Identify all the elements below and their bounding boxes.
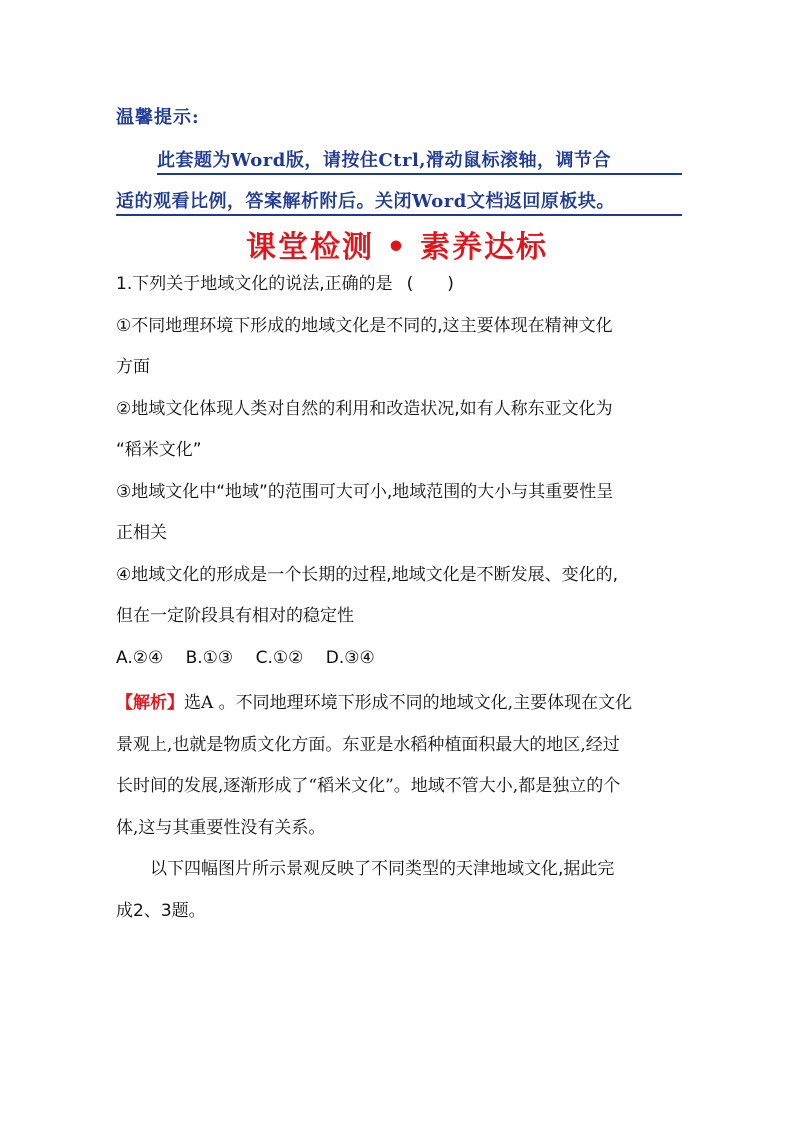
tip-line-2: 适的观看比例，答案解析附后。关闭Word文档返回原板块。 xyxy=(116,187,682,216)
answer-choices: A.②④ B.①③ C.①② D.③④ xyxy=(116,647,375,668)
option-1-line-2: 方面 xyxy=(116,357,150,377)
analysis-line-2: 景观上,也就是物质文化方面。东亚是水稻种植面积最大的地区,经过 xyxy=(116,734,620,755)
option-4-line-1: ④地域文化的形成是一个长期的过程,地域文化是不断发展、变化的, xyxy=(116,564,619,585)
analysis-line-1 xyxy=(116,683,686,725)
tip-heading: 温馨提示: xyxy=(116,107,200,128)
option-3-line-2: 正相关 xyxy=(116,523,167,543)
analysis-line-4: 体,这与其重要性没有关系。 xyxy=(116,817,326,838)
intro-line-1: 以下四幅图片所示景观反映了不同类型的天津地域文化,据此完 xyxy=(150,859,615,879)
analysis-line-1-text: 选A 。不同地理环境下形成不同的地域文化,主要体现在文化 xyxy=(184,693,633,713)
question-1-stem: 1.下列关于地域文化的说法,正确的是 xyxy=(116,274,393,294)
analysis-tag: 【解析】 xyxy=(116,693,184,713)
question-1 xyxy=(116,264,686,679)
question-1-stem-line xyxy=(116,264,686,306)
analysis-line-3: 长时间的发展,逐渐形成了“稻米文化”。地域不管大小,都是独立的个 xyxy=(116,776,621,796)
option-1-line-1: ①不同地理环境下形成的地域文化是不同的,这主要体现在精神文化 xyxy=(116,315,613,336)
option-3-line-1: ③地域文化中“地域”的范围可大可小,地域范围的大小与其重要性呈 xyxy=(116,481,614,502)
intro-block xyxy=(116,849,686,932)
tip-line-1: 此套题为Word版，请按住Ctrl,滑动鼠标滚轴，调节合 xyxy=(157,146,682,175)
page-title: 课堂检测 • 素养达标 xyxy=(245,230,549,265)
intro-line-2: 成2、3题。 xyxy=(116,900,206,921)
option-2-line-1: ②地域文化体现人类对自然的利用和改造状况,如有人称东亚文化为 xyxy=(116,398,613,419)
option-2-line-2: “稻米文化” xyxy=(116,440,202,460)
analysis-block xyxy=(116,683,686,849)
answer-parentheses: ( ) xyxy=(406,274,454,294)
option-4-line-2: 但在一定阶段具有相对的稳定性 xyxy=(116,606,354,626)
